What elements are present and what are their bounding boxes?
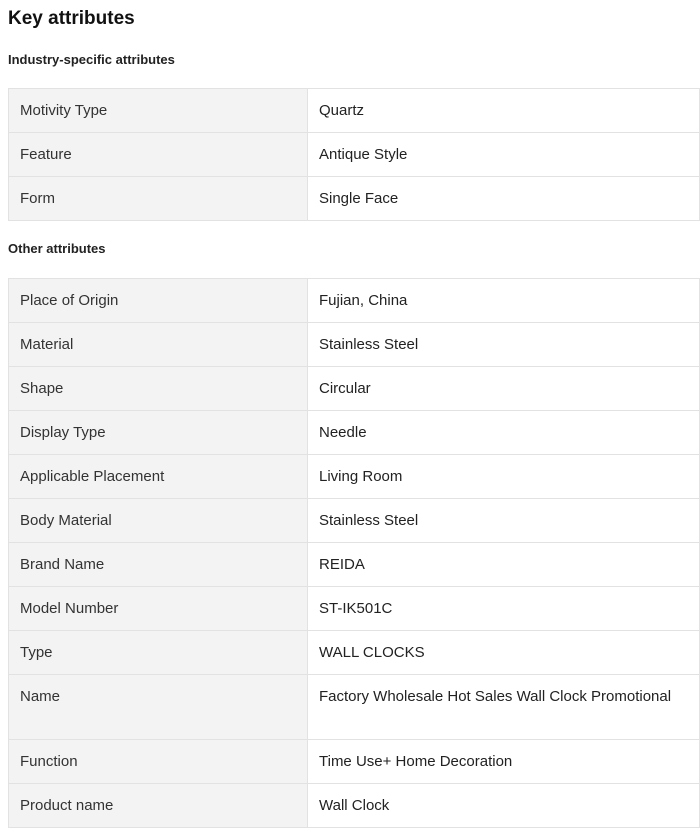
page-title: Key attributes <box>8 8 135 29</box>
table-row <box>9 411 700 455</box>
attribute-value: Fujian, China <box>308 279 700 323</box>
attribute-name: Shape <box>9 367 308 411</box>
attribute-name: Brand Name <box>9 543 308 587</box>
attribute-name: Applicable Placement <box>9 455 308 499</box>
attribute-value: Stainless Steel <box>308 499 700 543</box>
table-row <box>9 133 700 177</box>
table-row <box>9 631 700 675</box>
table-row <box>9 279 700 323</box>
attribute-value: Needle <box>308 411 700 455</box>
attribute-value: Circular <box>308 367 700 411</box>
attribute-value: Wall Clock <box>308 784 700 828</box>
table-row <box>9 177 700 221</box>
attribute-name: Feature <box>9 133 308 177</box>
attribute-name: Function <box>9 740 308 784</box>
attribute-value: Quartz <box>308 89 700 133</box>
attribute-name: Body Material <box>9 499 308 543</box>
attribute-value: Antique Style <box>308 133 700 177</box>
industry-attributes-table <box>8 88 700 221</box>
attribute-name: Display Type <box>9 411 308 455</box>
table-row <box>9 543 700 587</box>
attribute-value: Factory Wholesale Hot Sales Wall Clock Promotional <box>308 675 700 740</box>
table-row <box>9 89 700 133</box>
attribute-value: WALL CLOCKS <box>308 631 700 675</box>
table-row <box>9 740 700 784</box>
table-row <box>9 455 700 499</box>
other-attributes-table <box>8 278 700 828</box>
attribute-name: Material <box>9 323 308 367</box>
attribute-value: Time Use+ Home Decoration <box>308 740 700 784</box>
other-attributes-heading: Other attributes <box>8 241 106 256</box>
attribute-value: Living Room <box>308 455 700 499</box>
attribute-name: Form <box>9 177 308 221</box>
attribute-name: Motivity Type <box>9 89 308 133</box>
attribute-name: Place of Origin <box>9 279 308 323</box>
attribute-value: ST-IK501C <box>308 587 700 631</box>
table-row <box>9 499 700 543</box>
attribute-name: Type <box>9 631 308 675</box>
attribute-name: Product name <box>9 784 308 828</box>
attribute-value: REIDA <box>308 543 700 587</box>
attribute-value: Single Face <box>308 177 700 221</box>
table-row <box>9 323 700 367</box>
industry-attributes-heading: Industry-specific attributes <box>8 52 175 67</box>
attribute-value: Stainless Steel <box>308 323 700 367</box>
attribute-name: Model Number <box>9 587 308 631</box>
attribute-name: Name <box>9 675 308 740</box>
table-row <box>9 784 700 828</box>
table-row <box>9 675 700 740</box>
table-row <box>9 587 700 631</box>
table-row <box>9 367 700 411</box>
